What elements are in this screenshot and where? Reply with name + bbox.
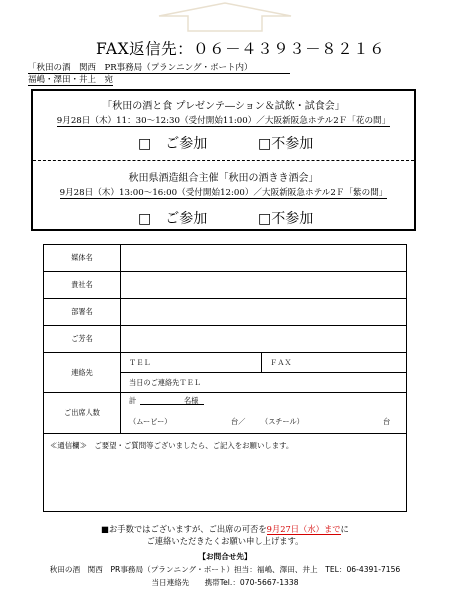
name-field[interactable] <box>121 326 407 353</box>
event-divider <box>33 160 414 161</box>
department-label: 部署名 <box>44 299 121 326</box>
department-row <box>44 299 407 326</box>
event-2-title: 秋田県酒造組合主催「秋田の酒きき酒会」 <box>128 173 319 184</box>
attendees-field[interactable] <box>121 393 407 434</box>
still-label: （スチール） <box>261 417 304 426</box>
message-row <box>44 434 407 512</box>
media-label: 媒体名 <box>44 245 121 272</box>
checkbox-icon[interactable]: □ <box>258 211 272 227</box>
event-2-detail: 9月28日（木）13:00～16:00（受付開始12:00）／大阪新阪急ホテル2Ｆ「紫の間」 <box>59 188 388 198</box>
persons-suffix: 名様 <box>184 396 199 405</box>
event-2-attend-option[interactable] <box>138 208 207 228</box>
fax-return-title: FAX返信先：０６－４３９３－８２１６ <box>96 40 386 58</box>
name-label: ご芳名 <box>44 326 121 353</box>
message-label: ≪通信欄≫ ご要望・ご質問等ございましたら、ご記入をお願いします。 <box>50 441 294 450</box>
deadline-note-line2: ご連絡いただきたくお願い申し上げます。 <box>146 536 304 546</box>
contact-heading: 【お問合せ先】 <box>198 552 252 561</box>
checkbox-icon[interactable]: □ <box>138 136 152 152</box>
event-1-attend-option[interactable] <box>138 133 207 153</box>
still-units: 台 <box>383 417 391 426</box>
company-field[interactable] <box>121 272 407 299</box>
office-address: 「秋田の酒 関西 PR事務局（プランニング・ボート内） <box>28 61 290 74</box>
checkbox-icon[interactable]: □ <box>138 211 152 227</box>
event-1-title: 「秋田の酒と食 プレゼンテ―ション＆試飲・試食会」 <box>102 101 345 112</box>
name-row <box>44 326 407 353</box>
tel-field[interactable] <box>121 353 262 373</box>
recipient-names: 福嶋・澤田・井上 宛 <box>28 75 114 85</box>
day-contact-field[interactable] <box>121 373 407 393</box>
attend-label: ご参加 <box>165 211 208 227</box>
movie-label: （ムービー） <box>129 417 172 426</box>
day-contact-label: 当日のご連絡先ＴＥＬ <box>129 377 201 387</box>
up-arrow-outline-icon <box>158 2 292 32</box>
attend-label: ご参加 <box>165 136 208 152</box>
attendees-label: ご出席人数 <box>44 393 121 434</box>
media-field[interactable] <box>121 245 407 272</box>
event-1-absent-option[interactable] <box>258 133 313 153</box>
company-row <box>44 272 407 299</box>
event-2-absent-option[interactable] <box>258 208 313 228</box>
deadline-date: 9月27日（水）まで <box>266 524 341 534</box>
absent-label: 不参加 <box>271 136 314 152</box>
fax-field[interactable] <box>262 353 407 373</box>
attendees-row <box>44 393 407 434</box>
fax-label: ＦＡＸ <box>270 357 292 367</box>
department-field[interactable] <box>121 299 407 326</box>
contact-line2: 当日連絡先 携帯Tel.：070-5667-1338 <box>151 578 299 587</box>
absent-label: 不参加 <box>271 211 314 227</box>
deadline-note: ■お手数ではございますが、ご出席の可否を9月27日（水）までに <box>101 524 349 534</box>
media-row <box>44 245 407 272</box>
movie-units: 台／ <box>231 417 246 426</box>
event-1-detail: 9月28日（木）11：30～12:30（受付開始11:00）／大阪新阪急ホテル2Ｆ「花の間」 <box>56 116 391 126</box>
contact-line1: 秋田の酒 関西 PR事務局（プランニング・ボート）担当：福嶋、澤田、井上 TEL：06-4391-7156 <box>49 565 401 574</box>
contact-row <box>44 353 407 373</box>
total-label: 計 <box>129 396 137 405</box>
registration-form <box>43 244 407 512</box>
company-label: 貴社名 <box>44 272 121 299</box>
checkbox-icon[interactable]: □ <box>258 136 272 152</box>
tel-label: ＴＥＬ <box>129 357 151 367</box>
contact-label: 連絡先 <box>44 353 121 393</box>
message-field[interactable] <box>44 434 407 512</box>
